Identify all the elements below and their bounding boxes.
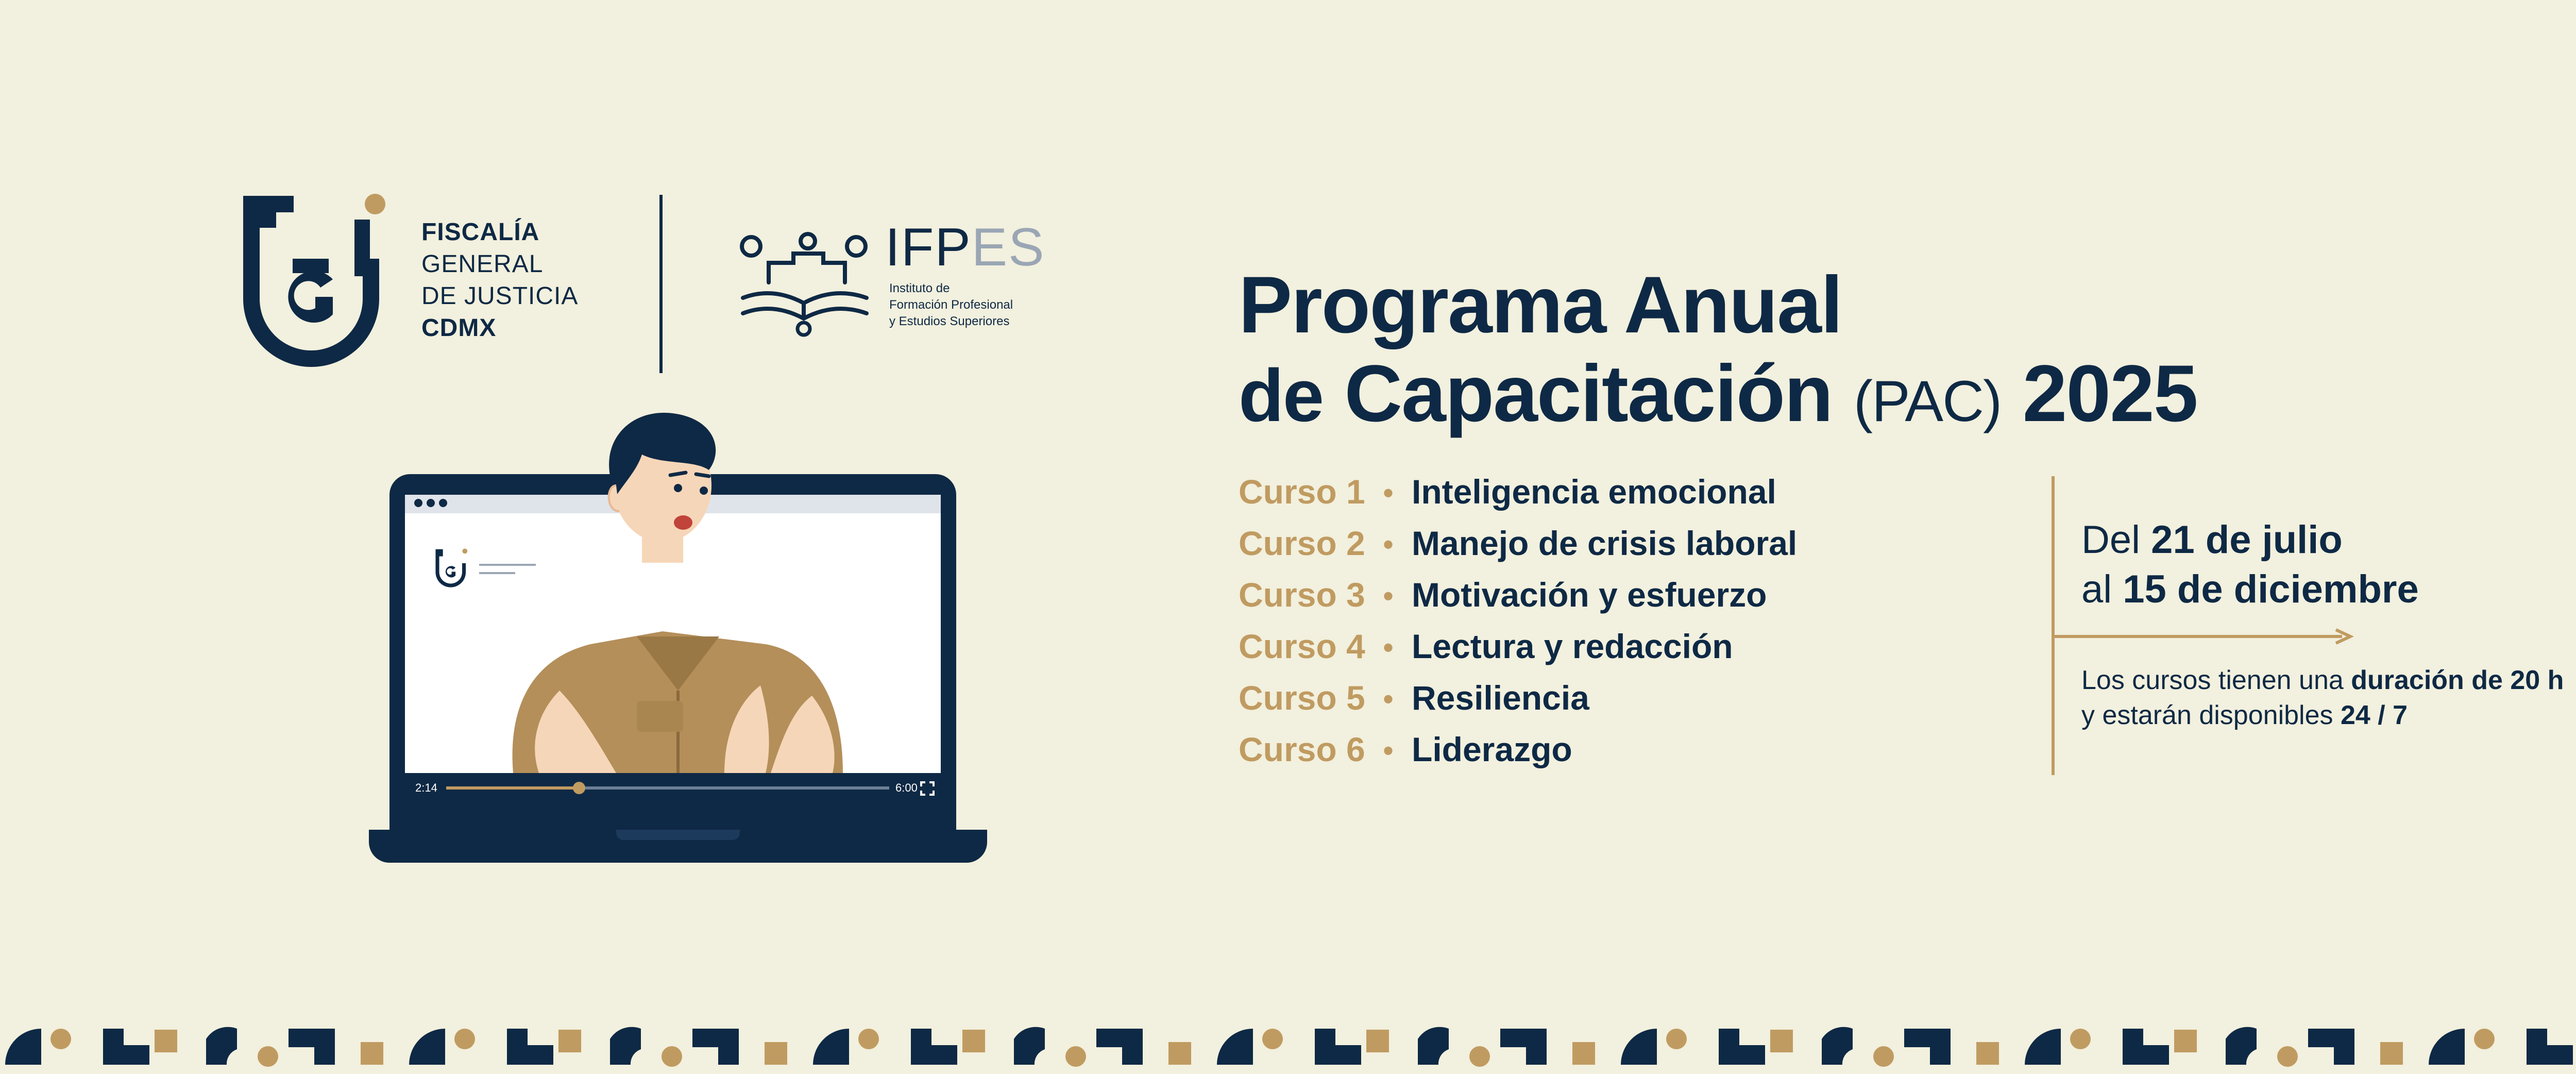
fgj-line1: FISCALÍA — [421, 219, 540, 246]
pattern-quarter-circle — [2429, 1029, 2465, 1065]
course-item — [1239, 724, 1797, 775]
course-separator: • — [1383, 630, 1394, 665]
dates-to-prefix: al — [2081, 567, 2112, 611]
program-title-pac: (PAC) — [1853, 369, 2002, 433]
ifpes-subtitle — [889, 280, 1013, 330]
pattern-dot — [1262, 1029, 1283, 1049]
program-title-line1: Programa Anual — [1239, 260, 1842, 350]
program-title-de: de — [1239, 354, 1324, 437]
pattern-square — [361, 1042, 383, 1065]
pattern-dot — [1666, 1029, 1687, 1049]
pattern-square — [2380, 1042, 2403, 1065]
pattern-l-shape — [1096, 1029, 1143, 1065]
course-name: Motivación y esfuerzo — [1412, 576, 1767, 614]
pattern-arc — [2226, 1027, 2257, 1065]
pattern-square — [1976, 1042, 1999, 1065]
note-line2 — [2081, 698, 2564, 733]
pattern-dot — [662, 1046, 682, 1067]
pattern-quarter-circle — [1621, 1029, 1657, 1065]
note-prefix: Los cursos tienen una — [2081, 665, 2344, 695]
course-separator: • — [1383, 733, 1394, 768]
window-dots-icon — [414, 499, 447, 510]
course-item — [1239, 466, 1797, 517]
pattern-l-shape — [1719, 1029, 1765, 1065]
course-number: Curso 6 — [1239, 730, 1365, 768]
fullscreen-icon[interactable] — [920, 781, 935, 796]
dates-block — [2081, 515, 2419, 614]
pattern-dot — [1469, 1046, 1490, 1067]
fgj-line2: GENERAL — [421, 250, 544, 278]
course-name: Manejo de crisis laboral — [1412, 524, 1798, 562]
pattern-dot — [2277, 1046, 2298, 1067]
ifpes-sub1: Instituto de — [889, 281, 950, 295]
pattern-quarter-circle — [2025, 1029, 2061, 1065]
pattern-dot — [858, 1029, 879, 1049]
pattern-l-shape — [911, 1029, 957, 1065]
laptop-notch — [616, 830, 740, 840]
video-time-current: 2:14 — [415, 781, 437, 794]
pattern-dot — [2474, 1029, 2495, 1049]
pattern-dot — [1873, 1046, 1894, 1067]
pattern-l-shape — [1500, 1029, 1547, 1065]
presenter-head-illustration — [585, 408, 740, 573]
pattern-square — [558, 1030, 581, 1052]
ifpes-title-accent: ES — [971, 217, 1045, 277]
decorative-pattern — [0, 1008, 2576, 1074]
pattern-quarter-circle — [1217, 1029, 1253, 1065]
pattern-arc — [1014, 1027, 1045, 1065]
ifpes-sub2: Formación Profesional — [889, 298, 1013, 312]
course-number: Curso 1 — [1239, 473, 1365, 511]
course-name: Resiliencia — [1412, 679, 1589, 717]
dates-from-prefix: Del — [2081, 518, 2141, 562]
course-separator: • — [1383, 476, 1394, 510]
ifpes-title — [885, 216, 1045, 278]
pattern-dot — [258, 1046, 278, 1067]
duration-note — [2081, 663, 2564, 733]
arrow-right-icon — [2054, 628, 2353, 645]
screen-fgj-logo-icon — [432, 548, 470, 590]
course-number: Curso 2 — [1239, 524, 1365, 562]
pattern-l-shape — [692, 1029, 739, 1065]
video-progress-fill — [446, 786, 579, 790]
fgj-line4: CDMX — [421, 314, 497, 342]
course-separator: • — [1383, 579, 1394, 613]
dates-vertical-line — [2052, 476, 2055, 775]
note-line1 — [2081, 663, 2564, 698]
note-duration: duración de 20 h — [2351, 665, 2564, 695]
logo-divider — [659, 195, 663, 373]
fgj-logo-icon — [232, 192, 392, 377]
pattern-quarter-circle — [813, 1029, 849, 1065]
course-item — [1239, 517, 1797, 569]
dates-to-date: 15 de diciembre — [2123, 567, 2419, 611]
pattern-l-shape — [2308, 1029, 2354, 1065]
course-number: Curso 3 — [1239, 576, 1365, 614]
ifpes-title-main: IFP — [885, 217, 972, 277]
note-line2-prefix: y estarán disponibles — [2081, 700, 2333, 730]
dates-from — [2081, 515, 2419, 565]
pattern-l-shape — [1315, 1029, 1361, 1065]
fgj-line3: DE JUSTICIA — [421, 282, 579, 310]
pattern-l-shape — [103, 1029, 149, 1065]
course-name: Lectura y redacción — [1412, 627, 1733, 665]
program-title-year: 2025 — [2022, 349, 2197, 439]
ifpes-logo-icon — [737, 231, 876, 339]
program-title — [1239, 261, 2197, 446]
video-progress-knob[interactable] — [573, 782, 585, 794]
pattern-square — [1572, 1042, 1595, 1065]
pattern-square — [962, 1030, 985, 1052]
pattern-l-shape — [507, 1029, 553, 1065]
pattern-square — [1168, 1042, 1191, 1065]
dates-from-date: 21 de julio — [2151, 518, 2343, 562]
pattern-square — [1366, 1030, 1389, 1052]
pattern-l-shape — [289, 1029, 335, 1065]
laptop-illustration — [369, 474, 987, 866]
course-number: Curso 4 — [1239, 627, 1365, 665]
course-item — [1239, 620, 1797, 672]
pattern-l-shape — [1904, 1029, 1951, 1065]
pattern-quarter-circle — [409, 1029, 445, 1065]
course-item — [1239, 672, 1797, 724]
pattern-square — [765, 1042, 787, 1065]
pattern-dot — [50, 1029, 71, 1049]
course-item — [1239, 569, 1797, 620]
pattern-l-shape — [2527, 1029, 2573, 1065]
course-separator: • — [1383, 527, 1394, 562]
pattern-dot — [454, 1029, 475, 1049]
pattern-dot — [2070, 1029, 2091, 1049]
pattern-arc — [206, 1027, 237, 1065]
course-name: Inteligencia emocional — [1412, 473, 1776, 511]
pattern-l-shape — [2123, 1029, 2169, 1065]
ifpes-sub3: y Estudios Superiores — [889, 314, 1010, 328]
pattern-arc — [1822, 1027, 1853, 1065]
pattern-square — [155, 1030, 177, 1052]
pattern-square — [1770, 1030, 1793, 1052]
pattern-arc — [610, 1027, 641, 1065]
program-title-cap: Capacitación — [1344, 349, 1833, 439]
fgj-wordmark — [421, 216, 578, 344]
pattern-square — [2174, 1030, 2197, 1052]
program-title-line2 — [1239, 349, 2197, 446]
pattern-arc — [1418, 1027, 1449, 1065]
course-separator: • — [1383, 682, 1394, 716]
pattern-quarter-circle — [5, 1029, 41, 1065]
note-availability: 24 / 7 — [2340, 700, 2408, 730]
video-time-total: 6:00 — [895, 781, 918, 794]
course-number: Curso 5 — [1239, 679, 1365, 717]
pattern-dot — [1065, 1046, 1086, 1067]
video-progress-track[interactable] — [446, 786, 889, 790]
course-name: Liderazgo — [1412, 730, 1572, 768]
dates-to — [2081, 565, 2419, 614]
course-list — [1239, 466, 1797, 775]
